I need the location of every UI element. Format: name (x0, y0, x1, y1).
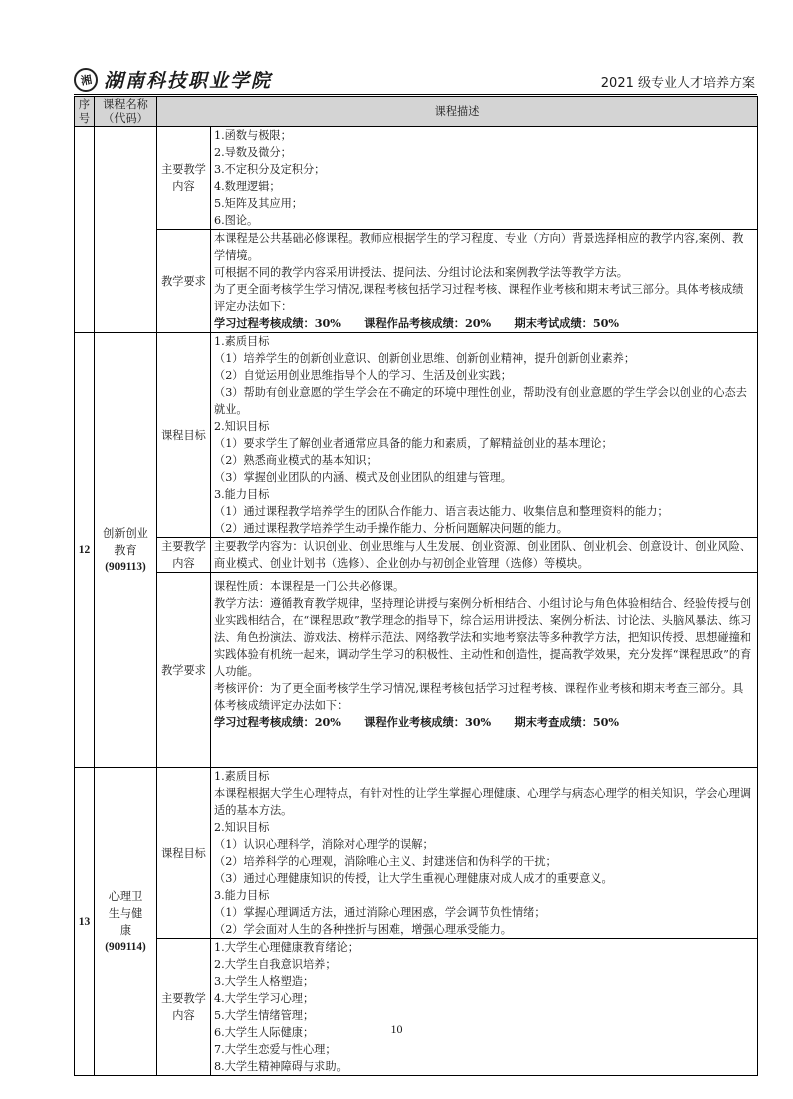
content-line: 2.大学生自我意识培养； (214, 958, 337, 971)
content-line: （3）帮助有创业意愿的学生学会在不确定的环境中理性创业，帮助没有创业意愿的学生学会以创业的心态去就业。 (214, 386, 747, 416)
table-row (75, 939, 758, 1076)
content-line: （1）通过课程教学培养学生的团队合作能力、语言表达能力、收集信息和整理资料的能力； (214, 505, 669, 518)
table-row (75, 538, 758, 573)
table-row (75, 230, 758, 333)
content-line: 1.函数与极限； (214, 129, 292, 142)
school-seal-icon (74, 68, 98, 92)
content-line: 1.大学生心理健康教育绪论； (214, 941, 359, 954)
part-content (211, 768, 758, 939)
content-line: 1.素质目标 (214, 335, 270, 348)
content-line: 3.不定积分及定积分； (214, 163, 326, 176)
content-line: 主要教学内容为：认识创业、创业思维与人生发展、创业资源、创业团队、创业机会、创意设计、创业风险、商业模式、创业计划书（选修）、企业创办与初创企业管理（选修）等模块。 (214, 540, 752, 570)
content-line: 5.大学生情绪管理； (214, 1009, 315, 1022)
course-name: 心理卫生与健康 (108, 889, 143, 937)
table-row (75, 573, 758, 768)
content-line: 考核评价：为了更全面考核学生学习情况,课程考核包括学习过程考核、课程作业考核和期末考查三部分。具体考核成绩评定办法如下： (214, 682, 744, 712)
page-number: 10 (390, 1022, 403, 1036)
content-line: （2）通过课程教学培养学生动手操作能力、分析问题解决问题的能力。 (214, 522, 568, 535)
table-header-row (75, 97, 758, 127)
content-line: （3）通过心理健康知识的传授，让大学生重视心理健康对成人成才的重要意义。 (214, 872, 613, 885)
content-line: （2）学会面对人生的各种挫折与困难，增强心理承受能力。 (214, 923, 512, 936)
content-line: （1）要求学生了解创业者通常应具备的能力和素质，了解精益创业的基本理论； (214, 437, 613, 450)
content-line: 4.大学生学习心理； (214, 992, 315, 1005)
part-label: 课程目标 (157, 333, 211, 538)
part-content (211, 127, 758, 230)
course-name: 创新创业教育 (103, 526, 148, 557)
part-content (211, 230, 758, 333)
content-line: （2）自觉运用创业思维指导个人的学习、生活及创业实践； (214, 369, 512, 382)
content-line: 5.矩阵及其应用； (214, 197, 303, 210)
row-seq: 12 (75, 333, 95, 768)
header-course-name: 课程名称（代码） (95, 97, 157, 127)
part-content (211, 939, 758, 1076)
row-course-name (95, 127, 157, 333)
part-label: 主要教学内容 (157, 939, 211, 1076)
part-label: 主要教学内容 (157, 127, 211, 230)
assessment-weights: 学习过程考核成绩：20% 课程作业考核成绩：30% 期末考查成绩：50% (214, 715, 620, 729)
content-line: 8.大学生精神障碍与求助。 (214, 1060, 348, 1073)
content-line: 课程性质：本课程是一门公共必修课。 (214, 580, 405, 593)
course-table (74, 96, 758, 1076)
content-line: 1.素质目标 (214, 770, 270, 783)
row-seq (75, 127, 95, 333)
row-seq: 13 (75, 768, 95, 1076)
header-seq: 序号 (75, 97, 95, 127)
content-line: 3.大学生人格塑造； (214, 975, 315, 988)
part-content (211, 573, 758, 768)
part-label: 主要教学内容 (157, 538, 211, 573)
part-label: 教学要求 (157, 573, 211, 768)
course-code: (909114) (105, 940, 146, 953)
content-line: （1）掌握心理调适方法，通过消除心理困惑，学会调节负性情绪； (214, 906, 546, 919)
part-label: 课程目标 (157, 768, 211, 939)
content-line: （1）培养学生的创新创业意识、创新创业思维、创新创业精神，提升创新创业素养； (214, 352, 636, 365)
table-row (75, 768, 758, 939)
content-line: 4.数理逻辑； (214, 180, 281, 193)
plan-title: 2021 级专业人才培养方案 (600, 76, 755, 91)
page-header (74, 66, 757, 95)
table-row (75, 127, 758, 230)
table-row (75, 333, 758, 538)
content-line: 2.知识目标 (214, 821, 270, 834)
content-line: 3.能力目标 (214, 889, 270, 902)
school-name: 湖南科技职业学院 (104, 70, 273, 92)
content-line: 可根据不同的教学内容采用讲授法、提问法、分组讨论法和案例教学法等教学方法。 (214, 266, 628, 279)
content-line: 3.能力目标 (214, 488, 270, 501)
content-line: 2.知识目标 (214, 420, 270, 433)
content-line: 6.图论。 (214, 214, 259, 227)
content-line: 为了更全面考核学生学习情况,课程考核包括学习过程考核、课程作业考核和期末考试三部分。具体考核成绩评定办法如下： (214, 283, 744, 313)
seal-text: 湘 (79, 72, 93, 88)
content-line: 本课程是公共基础必修课程。教师应根据学生的学习程度、专业（方向）背景选择相应的教学内容,案例、教学情境。 (214, 232, 744, 262)
school-logo (74, 66, 272, 93)
content-line: 6.大学生人际健康； (214, 1026, 315, 1039)
content-line: 本课程根据大学生心理特点，有针对性的让学生掌握心理健康、心理学与病态心理学的相关知识，学会心理调适的基本方法。 (214, 787, 752, 817)
content-line: 2.导数及微分； (214, 146, 292, 159)
content-line: 7.大学生恋爱与性心理； (214, 1043, 337, 1056)
part-label: 教学要求 (157, 230, 211, 333)
row-course-name (95, 333, 157, 768)
content-line: 教学方法：遵循教育教学规律，坚持理论讲授与案例分析相结合、小组讨论与角色体验相结合、经验传授与创业实践相结合，在“课程思政”教学理念的指导下，综合运用讲授法、案例分析法、讨论法、头脑风暴法、练习法、角色扮演法、游戏法、榜样示范法、网络教学法和实地考察法等多种教学方法，把知识传授、思想碰撞和实践体验有机统一起来，调动学生学习的积极性、主动性和创造性，提高教学效果，充分发挥“课程思政”的育人功能。 (214, 597, 752, 678)
assessment-weights: 学习过程考核成绩：30% 课程作品考核成绩：20% 期末考试成绩：50% (214, 316, 620, 330)
header-description: 课程描述 (157, 97, 758, 127)
part-content (211, 538, 758, 573)
part-content (211, 333, 758, 538)
content-line: （3）掌握创业团队的内涵、模式及创业团队的组建与管理。 (214, 471, 512, 484)
content-line: （1）认识心理科学，消除对心理学的误解； (214, 838, 434, 851)
content-line: （2）熟悉商业模式的基本知识； (214, 454, 378, 467)
content-line: （2）培养科学的心理观，消除唯心主义、封建迷信和伪科学的干扰； (214, 855, 557, 868)
course-code: (909113) (105, 560, 146, 573)
